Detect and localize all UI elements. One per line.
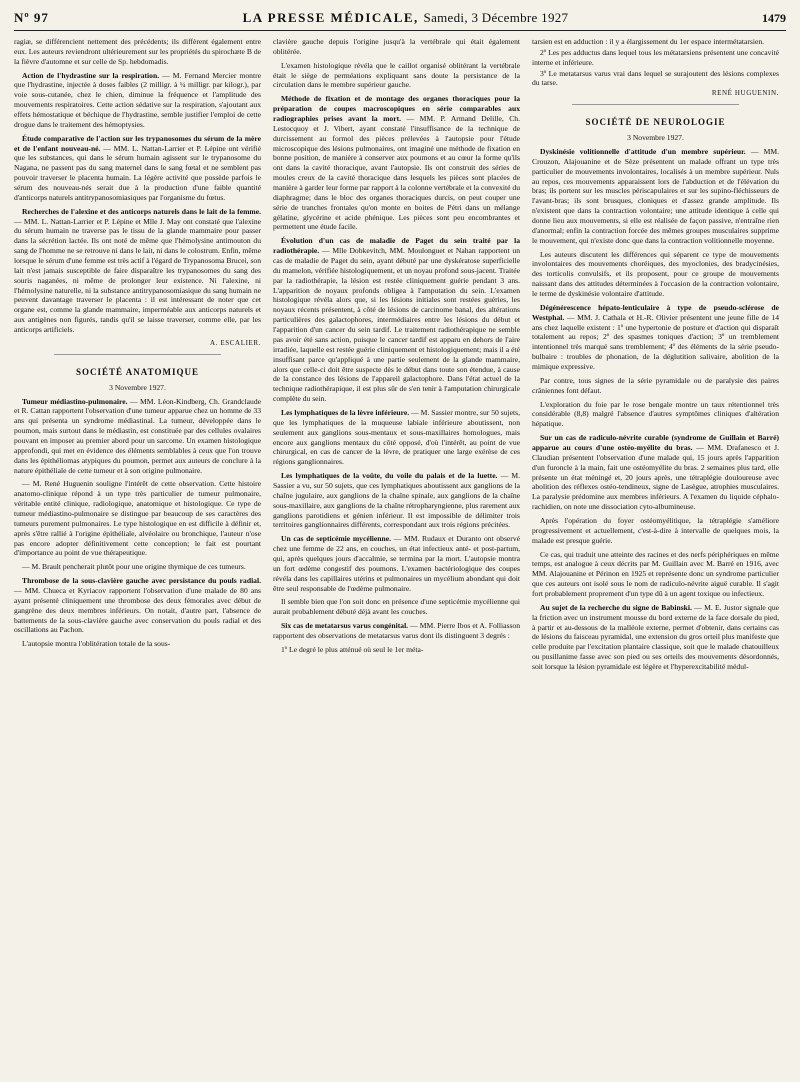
- article-title: Sur un cas de radiculo-névrite curable (syndrome de Guillain et Barré) apparue au cours d'une ostéo-myélite du bras.: [532, 433, 779, 452]
- paragraph: L'autopsie montra l'oblitération totale de la sous-: [22, 639, 171, 649]
- article-title: Au sujet de la recherche du signe de Babinski.: [540, 602, 692, 612]
- article: [273, 471, 520, 530]
- paragraph: Les auteurs discutent les différences qui séparent ce type de mouvements involontaires des mouvements choréiques, des myoclonies, des bradycinésies, des torticolis convulsifs, et ils proposent, pour ce groupe de mouvements naissant dans des attitudes déterminées à l'occasion de la contraction volontaire, le terme de dyskinésie volontaire d'attitude.: [532, 249, 779, 298]
- issue-date: Samedi, 3 Décembre 1927: [423, 10, 569, 25]
- article-title: Tumeur médiastino-pulmonaire.: [22, 396, 128, 406]
- article-body: — MM. Léon-Kindberg, Ch. Grandclaude et R. Cattan rapportent l'observation d'une tumeur apparue chez un homme de 33 ans qui présenta un syndrome médiastinal. La tumeur, développée dans le poumon, mais surtout dans le médiastin, est constituée par des cellules ovalaires pouvant en imposer au premier abord pour un sarcome. Un examen histologique approfondi, qui met en évidence des éléments semblables à ceux que l'on trouve dans les épithéliomas atypiques du poumon, permet aux auteurs de conclure à la nature épithéliale de cette tumeur et à son origine pulmonaire.: [14, 396, 262, 475]
- article: [14, 134, 261, 203]
- article-title: Dyskinésie volitionnelle d'attitude d'un membre supérieur.: [540, 146, 746, 156]
- article-title: Un cas de septicémie mycélienne.: [281, 534, 392, 544]
- article-title: Six cas de metatarsus varus congénital.: [281, 621, 409, 631]
- article-title: Dégénérescence hépato-lenticulaire à type de pseudo-sclérose de Westphal.: [532, 302, 779, 322]
- paragraph: Ce cas, qui traduit une atteinte des racines et des nerfs périphériques en même temps, est analogue à ceux décrits par M. Guillain avec M. Barré en 1916, avec MM. Alajouanine et Périnon en 1925 et représente donc un syndrome particulier que ces auteurs ont isolé sous le nom de radiculo-névrite aiguë curable. Il s'agit fort probablement proprement d'un type dû à un agent toxique ou infectieux.: [532, 549, 779, 599]
- article-body: — MM. L. Nattan-Larrier et P. Lépine et Mlle J. May ont constaté que l'alexine du sérum humain ne traverse pas le tissu de la glande mammaire pour passer dans la sécrétion lactée. Ils ont noté de même que l'hémolysine antimouton du sang de l'homme ne se retrouve ni dans le lait, ni dans le colostrum. Enfin, même lorsque le sérum d'une femme est très actif à l'égard de Trypanosoma Brucei, son lait n'est jamais susceptible de faire disparaître les trypanosomes du sang des souris naganées, ni même de prolonger leur existence. Ni l'alexine, ni l'hémolysine naturelle, ni la substance antitrypanosomiasique du sang humain ne peuvent davantage traverser le placenta : il est intéressant de noter que cet organe est, comme la glande mammaire, imperméable aux anticorps naturels et aux antigènes non figurés, tandis qu'il se laisse traverser, comme elle, par les anticorps artificiels.: [14, 216, 261, 335]
- article: [273, 236, 520, 404]
- article: [14, 71, 261, 130]
- article-title: Thrombose de la sous-clavière gauche avec persistance du pouls radial.: [22, 576, 261, 586]
- article: [14, 576, 261, 635]
- paragraph: tarsien est en adduction : il y a élargissement du 1er espace intermétatarsien.: [532, 37, 765, 46]
- paragraph: — M. Brault pencherait plutôt pour une origine thymique de ces tumeurs.: [22, 562, 246, 572]
- article-body: — M. Sassier a vu, sur 50 sujets, que ces lymphatiques aboutissent aux ganglions de la chaîne jugulaire, aux ganglions de la chaîne spinale, aux ganglions de la chaîne sous-maxillaire, aux ganglions de la chaîne rétropharyngienne, plus rarement aux ganglions parotidiens et génien inférieur. Il est impossible de délimiter trois territoires ganglionnaires différents, correspondant aux trois régions précitées.: [273, 471, 520, 530]
- article-title: Les lymphatiques de la lèvre inférieure.: [281, 407, 410, 417]
- page-header: [14, 10, 786, 31]
- article: [532, 433, 779, 512]
- article-body: — Mlle Dobkevitch, MM. Moulonguet et Nahan rapportent un cas de maladie de Paget du sein, ayant débuté par une dyskératose superficielle du mamelon, vérifiée histologiquement, et un noyau profond sous-jacent. Traitée par la radiothérapie, la lésion est restée cliniquement guérie pendant 3 ans. L'apparition de noyaux profonds obligea à l'amputation du sein. L'examen histologique révéla alors que, si les lésions initiales sont restées guéries, les noyaux récents présentent, à côté de lésions de carcinome banal, des altérations particulières des galactophores, intermédiaires entre les lésions du début et l'apparition d'un cancer du sein tardif. Le traitement radiothérapique ne semble pas avoir été sans action, puisque le cancer tardif est apparu en dehors de l'aire irradiée, laquelle est restée guérie cliniquement et histologiquement; mais il a été insuffisant parce qu'appliqué à une partie seulement de la glande mammaire, alors que celle-ci doit être suspecte dès le début dans toute son étendue, à cause de la constance des lésions de l'appareil galactophore. Dans l'état actuel de la technique radiothérapique, il est plus sûr de s'en tenir à l'amputation chirurgicale complète du sein.: [273, 246, 521, 404]
- paragraph: 3º Le metatarsus varus vrai dans lequel se surajoutent des lésions complexes du tarse.: [532, 68, 779, 88]
- article-body: — MM. Crouzon, Alajouanine et de Sèze présentent un malade offrant un type très particulier de mouvements involontaires, localisés à un membre supérieur. Nuls au repos, ces mouvements apparaissent lors de l'abduction et de l'élévation du bras; ils portent sur les muscles périscapulaires et sur les supino-fléchisseurs de l'avant-bras; ils sont brusques, cloniques et d'assez grande amplitude. Ils n'existent que dans la contraction volontaire; une attitude identique à celle qui donne lieu aux mouvements, si elle est réalisée de façon passive, n'entraîne rien d'anormal; enfin la contraction forcée des mêmes groupes musculaires supprime le mouvement, qui n'existe donc que dans la contraction volitionnelle moyenne.: [532, 146, 779, 245]
- paragraph: L'exploration du foie par le rose bengale montre un taux rétentionnel très considérable (8,8) malgré l'absence d'autres symptômes cliniques d'altération hépatique.: [532, 399, 779, 429]
- article-body: — MM. J. Cathala et H.-R. Olivier présentent une jeune fille de 14 ans chez laquelle existent : 1º une hypertonie de posture et d'action qui disparaît totalement au repos; 2º des spasmes toniques d'action; 3º un tremblement intentionnel très marqué sans tremblement; 4º des éléments de la série pseudo-bulbaire : troubles de phonation, de la déglutition salivaire, abolition de la mimique expressive.: [532, 312, 779, 371]
- article: [273, 408, 520, 467]
- article: [14, 207, 261, 335]
- journal-name: LA PRESSE MÉDICALE,: [242, 10, 419, 25]
- article-title: Étude comparative de l'action sur les trypanosomes du sérum de la mère et de l'enfant nouveau-né.: [14, 133, 261, 153]
- article: [273, 94, 520, 232]
- article-body: — MM. P. Armand Delille, Ch. Lestocquoy et J. Vibert, ayant constaté l'insuffisance de la technique de durcissement au formol des pièces prélevées à l'autopsie pour l'étude microscopique des lésions pulmonaires, ont imaginé une méthode de fixation en bonne position, de manière à conserver aux poumons et au cœur la forme qu'ils ont dans la cavité thoracique, avant l'autopsie. Ils ont construit des séries de moules creux de la cavité thoracique dans lesquels les pièces sont placées de manière à garder leur forme par rapport à la colonne vertébrale et la convexité du diaphragme; dans le bloc des organes thoraciques durcis, on peut couper une série de tranches frontales qu'on monte en boites de Pétri dans un mélange gélatine, glycérine et acide phénique. Les pièces sont peu encombrantes et permettent une étude facile.: [273, 114, 520, 232]
- journal-title: [243, 10, 569, 26]
- paragraph: 2º Les pes adductus dans lequel tous les métatarsiens présentent une concavité interne et inférieure.: [532, 47, 779, 67]
- article-body: — MM. Chueca et Kyriacov rapportent l'observation d'une malade de 80 ans ayant présenté cliniquement une thrombose des deux fémorales avec début de gangrène des deux membres inférieurs. On notait, d'autre part, l'absence de battements de la sous-clavière gauche avec conservation du pouls radial et des oscillations au Pachon.: [14, 586, 261, 635]
- divider: [572, 104, 739, 105]
- paragraph: clavière gauche depuis l'origine jusqu'à la vertébrale qui était également oblitérée.: [273, 37, 520, 56]
- section-date: 3 Novembre 1927.: [627, 133, 684, 143]
- signature: RENÉ HUGUENIN.: [711, 89, 779, 98]
- article-body: — MM. Pierre Ibos et A. Folliasson rapportent des observations de metatarsus varus dont ils distinguent 3 degrés :: [273, 621, 521, 640]
- article-body: — MM. Drafanesco et J. Claudian présentent l'observation d'une malade qui, 15 jours après l'apparition d'un furoncle à la main, fait une ostéomyélite du bras. 2 semaines plus tard, elle présente un état méningé et, 20 jours après, une tétraplégie douloureuse avec abolition des réflexes ostéo-tendineux, signe de Lasègue, atrophies musculaires. La paralysie prédomine aux membres inférieurs. A l'examen du liquide céphalo-rachidien, on note une dissociation cyto-albumineuse.: [532, 443, 780, 512]
- paragraph: Après l'opération du foyer ostéomyélitique, la tétraplégie s'améliore progressivement et actuellement, c'est-à-dire à intervalle de quelques mois, la malade est presque guérie.: [532, 516, 779, 545]
- section-heading: SOCIÉTÉ DE NEUROLOGIE: [585, 117, 726, 128]
- article-body: — M. Fernand Mercier montre que l'hydrastine, injectée à doses faibles (2 milligr. à ¼ milligr. par kilogr.), par voie sous-cutanée, chez le chien, diminue la fréquence et l'amplitude des mouvements respiratoires. Cette action sédative sur la respiration, s'ajoutant aux effets hémostatique et béchique de l'hydrastine, semble justifier l'emploi de cette drogue dans le traitement des hémoptysies.: [14, 70, 261, 129]
- paragraph: Il semble bien que l'on soit donc en présence d'une septicémie mycélienne qui aurait probablement débuté déjà avant les couches.: [273, 597, 520, 617]
- article-title: Recherches de l'alexine et des anticorps naturels dans le lait de la femme.: [22, 206, 261, 216]
- text-columns: [14, 37, 786, 676]
- article: [273, 534, 520, 593]
- paragraph: — M. René Huguenin souligne l'intérêt de cette observation. Cette histoire anatomo-clinique répond à un type très particulier de tumeur pulmonaire, véritable entité clinique, radiologique, anatomique et histologique. Ce type de tumeur médiastino-pulmonaire se distingue par beaucoup de ses caractères des tumeurs purement pulmonaires. Le type histologique en est difficile à définir et, après s'être rallié à l'origine épithéliale, alvéolaire ou bronchique, l'auteur n'ose pas encore adopter définitivement cette conception; le fait est pourtant d'importance au point de vue thérapeutique.: [14, 479, 261, 558]
- column-3: [532, 37, 779, 676]
- paragraph: Par contre, tous signes de la série pyramidale ou de paralysie des paires crâniennes font défaut.: [532, 375, 779, 395]
- paragraph: L'examen histologique révéla que le caillot organisé oblitérant la vertébrale était le siège de perméations expliquant sans doute la persistance de la circulation dans le membre supérieur gauche.: [273, 60, 520, 90]
- column-2: [273, 37, 520, 676]
- article: [273, 621, 520, 641]
- signature: A. ESCALIER.: [210, 338, 261, 347]
- article: [532, 303, 779, 372]
- paragraph: ragiæ, se différencient nettement des précédents; ils diffèrent également entre eux. Les auteurs reviendront ultérieurement sur les propriétés du spirochæte B de la fièvre d'automne et sur celle de Sp. hebdomadis.: [14, 37, 261, 66]
- issue-number: Nº 97: [14, 10, 49, 25]
- article-title: Les lymphatiques de la voûte, du voile du palais et de la luette.: [281, 471, 498, 481]
- article-body: — M. E. Justor signale que la friction avec un instrument mousse du bord externe de la face dorsale du pied, à partir et au-dessous de la malléole externe, permet d'obtenir, dans certains cas de lésions du faisceau pyramidal, une extension du gros orteil plus manifeste que celle produite par l'excitation plantaire classique, soit que le malade chatouilleux ou pusillanime fasse avec son pied ou ses orteils des mouvements désordonnés, soit lorsque la lésion pyramidale est légère et l'hyperexcitabilité médul-: [532, 602, 779, 672]
- article: [14, 397, 261, 476]
- column-1: [14, 37, 261, 676]
- article: [532, 147, 779, 246]
- section-date: 3 Novembre 1927.: [109, 382, 166, 392]
- page-number: 1479: [761, 11, 786, 25]
- article-body: — MM. L. Nattan-Larrier et P. Lépine ont vérifié que les substances, qui dans le sérum humain agissent sur le trypanosome du Nagana, ne passent pas du sang maternel dans le sang fœtal et ne semblent pas pouvoir traverser le placenta humain. La légère activité que possède parfois le sérum des nouveau-nés serait due à la production d'une faible quantité d'anticorps naturels antitrypanosomiasiques par l'organisme du fœtus.: [14, 143, 261, 202]
- article: [532, 603, 779, 672]
- paragraph: 1º Le degré le plus atténué où seul le 1er méta-: [281, 644, 424, 654]
- article-body: — M. Sassier montre, sur 50 sujets, que les lymphatiques de la muqueuse labiale inférieure aboutissent, non seulement aux ganglions sous-mentaux et sous-maxillaires homologues, mais encore aux ganglions mentaux du côté opposé, d'où l'intérêt, au point de vue chirurgical, en cas de cancer de la lèvre, de pratiquer une large exérèse de ces régions ganglionnaires.: [273, 407, 520, 467]
- article-title: Méthode de fixation et de montage des organes thoraciques pour la préparation de coupes macroscopiques en série comparables aux radiographies prises avant la mort.: [273, 94, 520, 124]
- article-body: — MM. Rudaux et Duranto ont observé chez une femme de 22 ans, en couches, un état infectieux anté- et post-partum, qui, après quelques jours d'accalmie, se termina par la mort. L'autopsie montra un fort œdème congestif des poumons. L'examen bactériologique des coupes révéla dans les capillaires utérins et pulmonaires un mycélium abondant qui doit être seul responsable de l'œdème pulmonaire.: [273, 534, 520, 593]
- article-title: Évolution d'un cas de maladie de Paget du sein traité par la radiothérapie.: [273, 236, 520, 256]
- article-title: Action de l'hydrastine sur la respiration.: [22, 70, 160, 80]
- divider: [54, 354, 221, 355]
- section-heading: SOCIÉTÉ ANATOMIQUE: [76, 367, 199, 378]
